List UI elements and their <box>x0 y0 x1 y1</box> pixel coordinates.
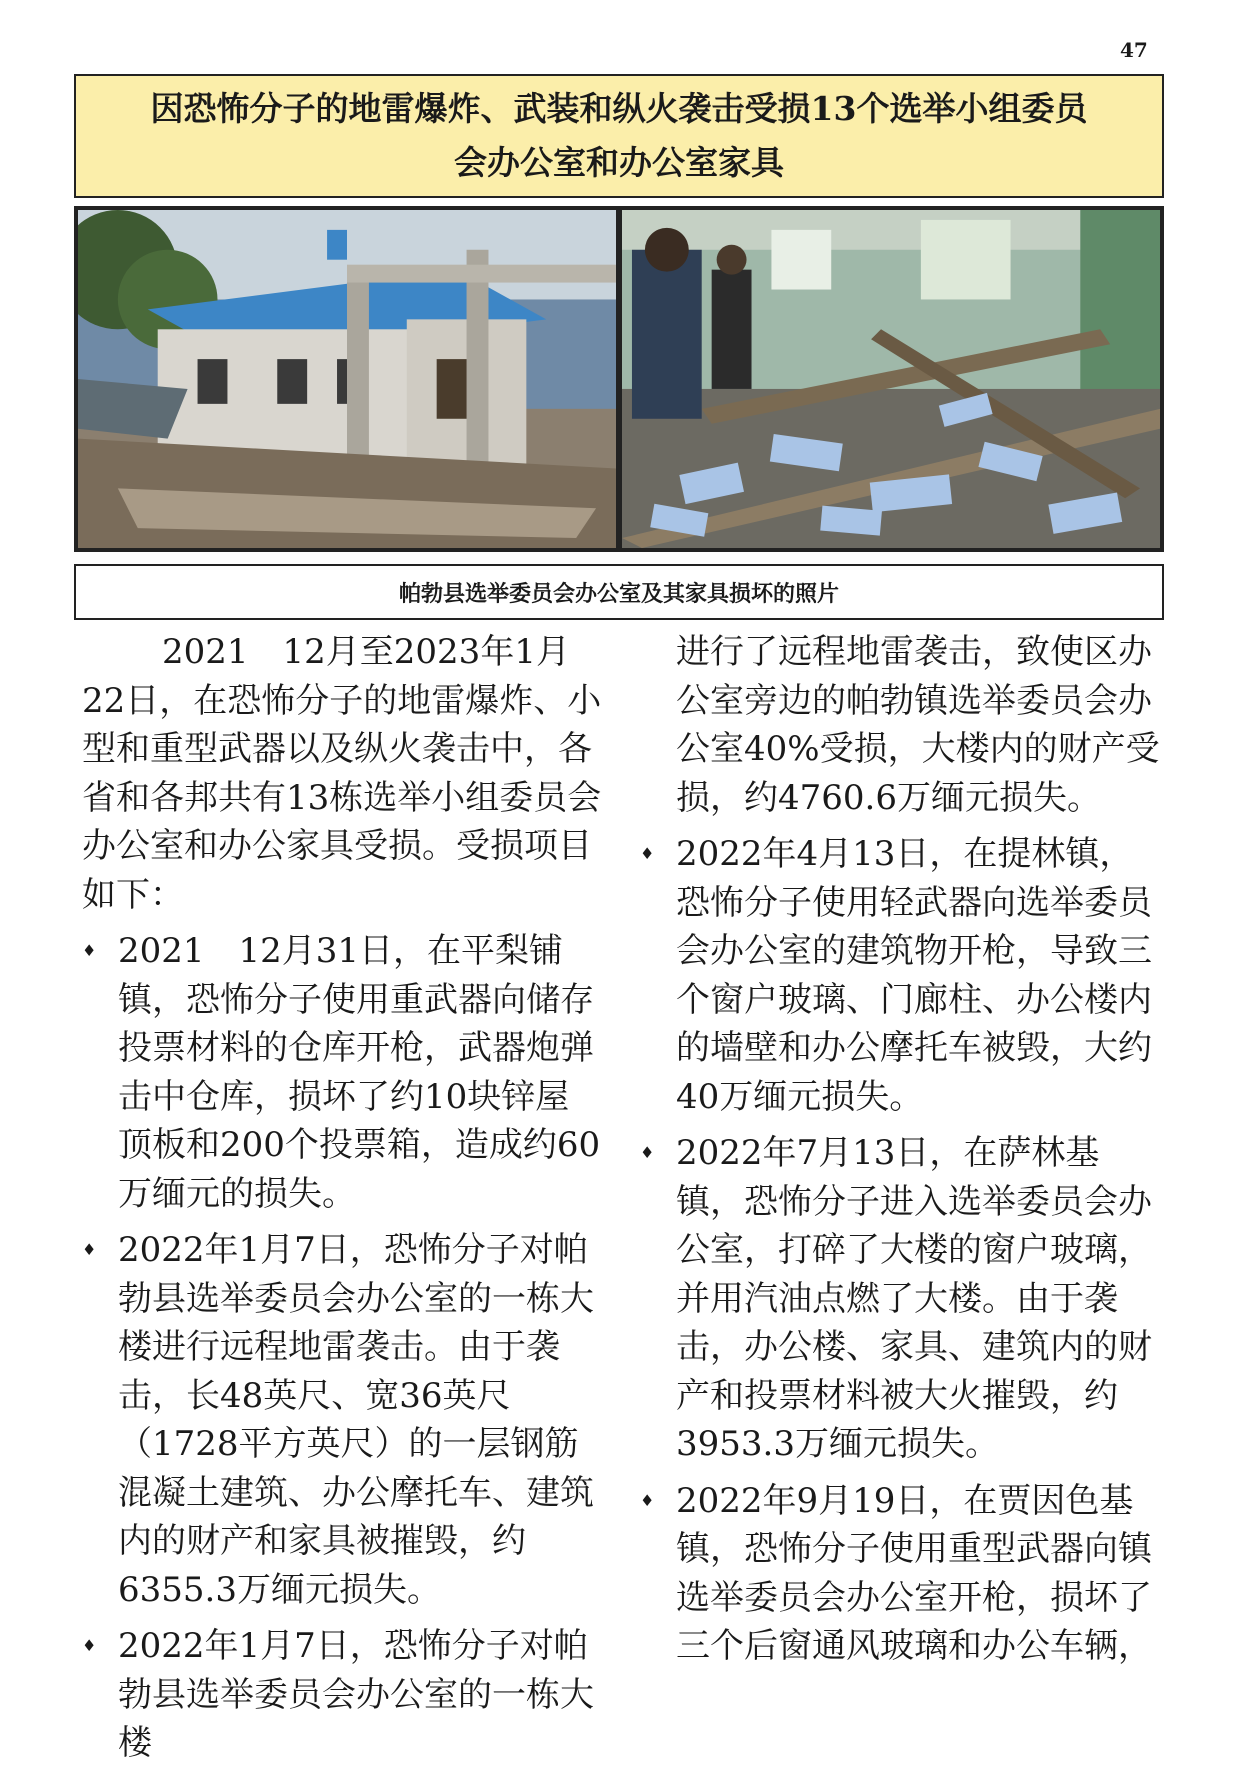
list-item-text: 2022年9月19日，在贾因色基镇，恐怖分子使用重型武器向镇选举委员会办公室开枪，损坏了三个后窗通风玻璃和办公车辆， <box>676 1480 1152 1666</box>
list-item <box>82 1622 602 1768</box>
page-title <box>74 74 1164 198</box>
list-item <box>640 1129 1160 1469</box>
diamond-bullet-icon: ♦ <box>640 844 655 863</box>
list-item-text: 2022年1月7日，恐怖分子对帕勃县选举委员会办公室的一栋大楼 <box>118 1626 594 1763</box>
page-title-line-1: 因恐怖分子的地雷爆炸、武装和纵火袭击受损13个选举小组委员 <box>150 89 1088 128</box>
page-title-line-2: 会办公室和办公室家具 <box>454 143 784 182</box>
diamond-bullet-icon: ♦ <box>82 1636 97 1655</box>
intro-paragraph: 2021 12月至2023年1月22日，在恐怖分子的地雷爆炸、小型和重型武器以及纵火袭击中，各省和各邦共有13栋选举小组委员会办公室和办公家具受损。受损项目如下： <box>82 632 602 915</box>
continued-paragraph: 进行了远程地雷袭击，致使区办公室旁边的帕勃镇选举委员会办公室40%受损，大楼内的财产受损，约4760.6万缅元损失。 <box>676 632 1160 818</box>
photo-caption: 帕勃县选举委员会办公室及其家具损坏的照片 <box>74 564 1164 620</box>
list-item <box>640 830 1160 1121</box>
diamond-bullet-icon: ♦ <box>82 941 97 960</box>
diamond-bullet-icon: ♦ <box>640 1143 655 1162</box>
list-item-text: 2022年7月13日，在萨林基镇，恐怖分子进入选举委员会办公室，打碎了大楼的窗户玻璃，并用汽油点燃了大楼。由于袭击，办公楼、家具、建筑内的财产和投票材料被大火摧毁，约3953.3万缅元损失。 <box>676 1133 1152 1464</box>
photo-panel <box>74 206 1164 552</box>
left-column <box>82 628 602 1768</box>
list-item <box>640 1477 1160 1671</box>
list-item-text: 2022年4月13日，在提林镇，恐怖分子使用轻武器向选举委员会办公室的建筑物开枪，导致三个窗户玻璃、门廊柱、办公楼内的墙壁和办公摩托车被毁，大约40万缅元损失。 <box>676 834 1152 1117</box>
list-item-text: 2022年1月7日，恐怖分子对帕勃县选举委员会办公室的一栋大楼进行远程地雷袭击。由于袭击，长48英尺、宽36英尺（1728平方英尺）的一层钢筋混凝土建筑、办公摩托车、建筑内的财产和家具被摧毁，约6355.3万缅元损失。 <box>118 1230 594 1610</box>
page-number: 47 <box>1120 38 1148 62</box>
damaged-building-exterior-photo <box>78 210 616 548</box>
damaged-office-interior-photo <box>622 210 1160 548</box>
diamond-bullet-icon: ♦ <box>640 1490 655 1510</box>
list-item <box>82 927 602 1218</box>
diamond-bullet-icon: ♦ <box>82 1240 97 1259</box>
list-item <box>82 1226 602 1614</box>
right-column <box>640 628 1160 1671</box>
list-item-text: 2021 12月31日，在平梨铺镇，恐怖分子使用重武器向储存投票材料的仓库开枪，武器炮弹击中仓库，损坏了约10块锌屋顶板和200个投票箱，造成约60万缅元的损失。 <box>118 931 601 1214</box>
